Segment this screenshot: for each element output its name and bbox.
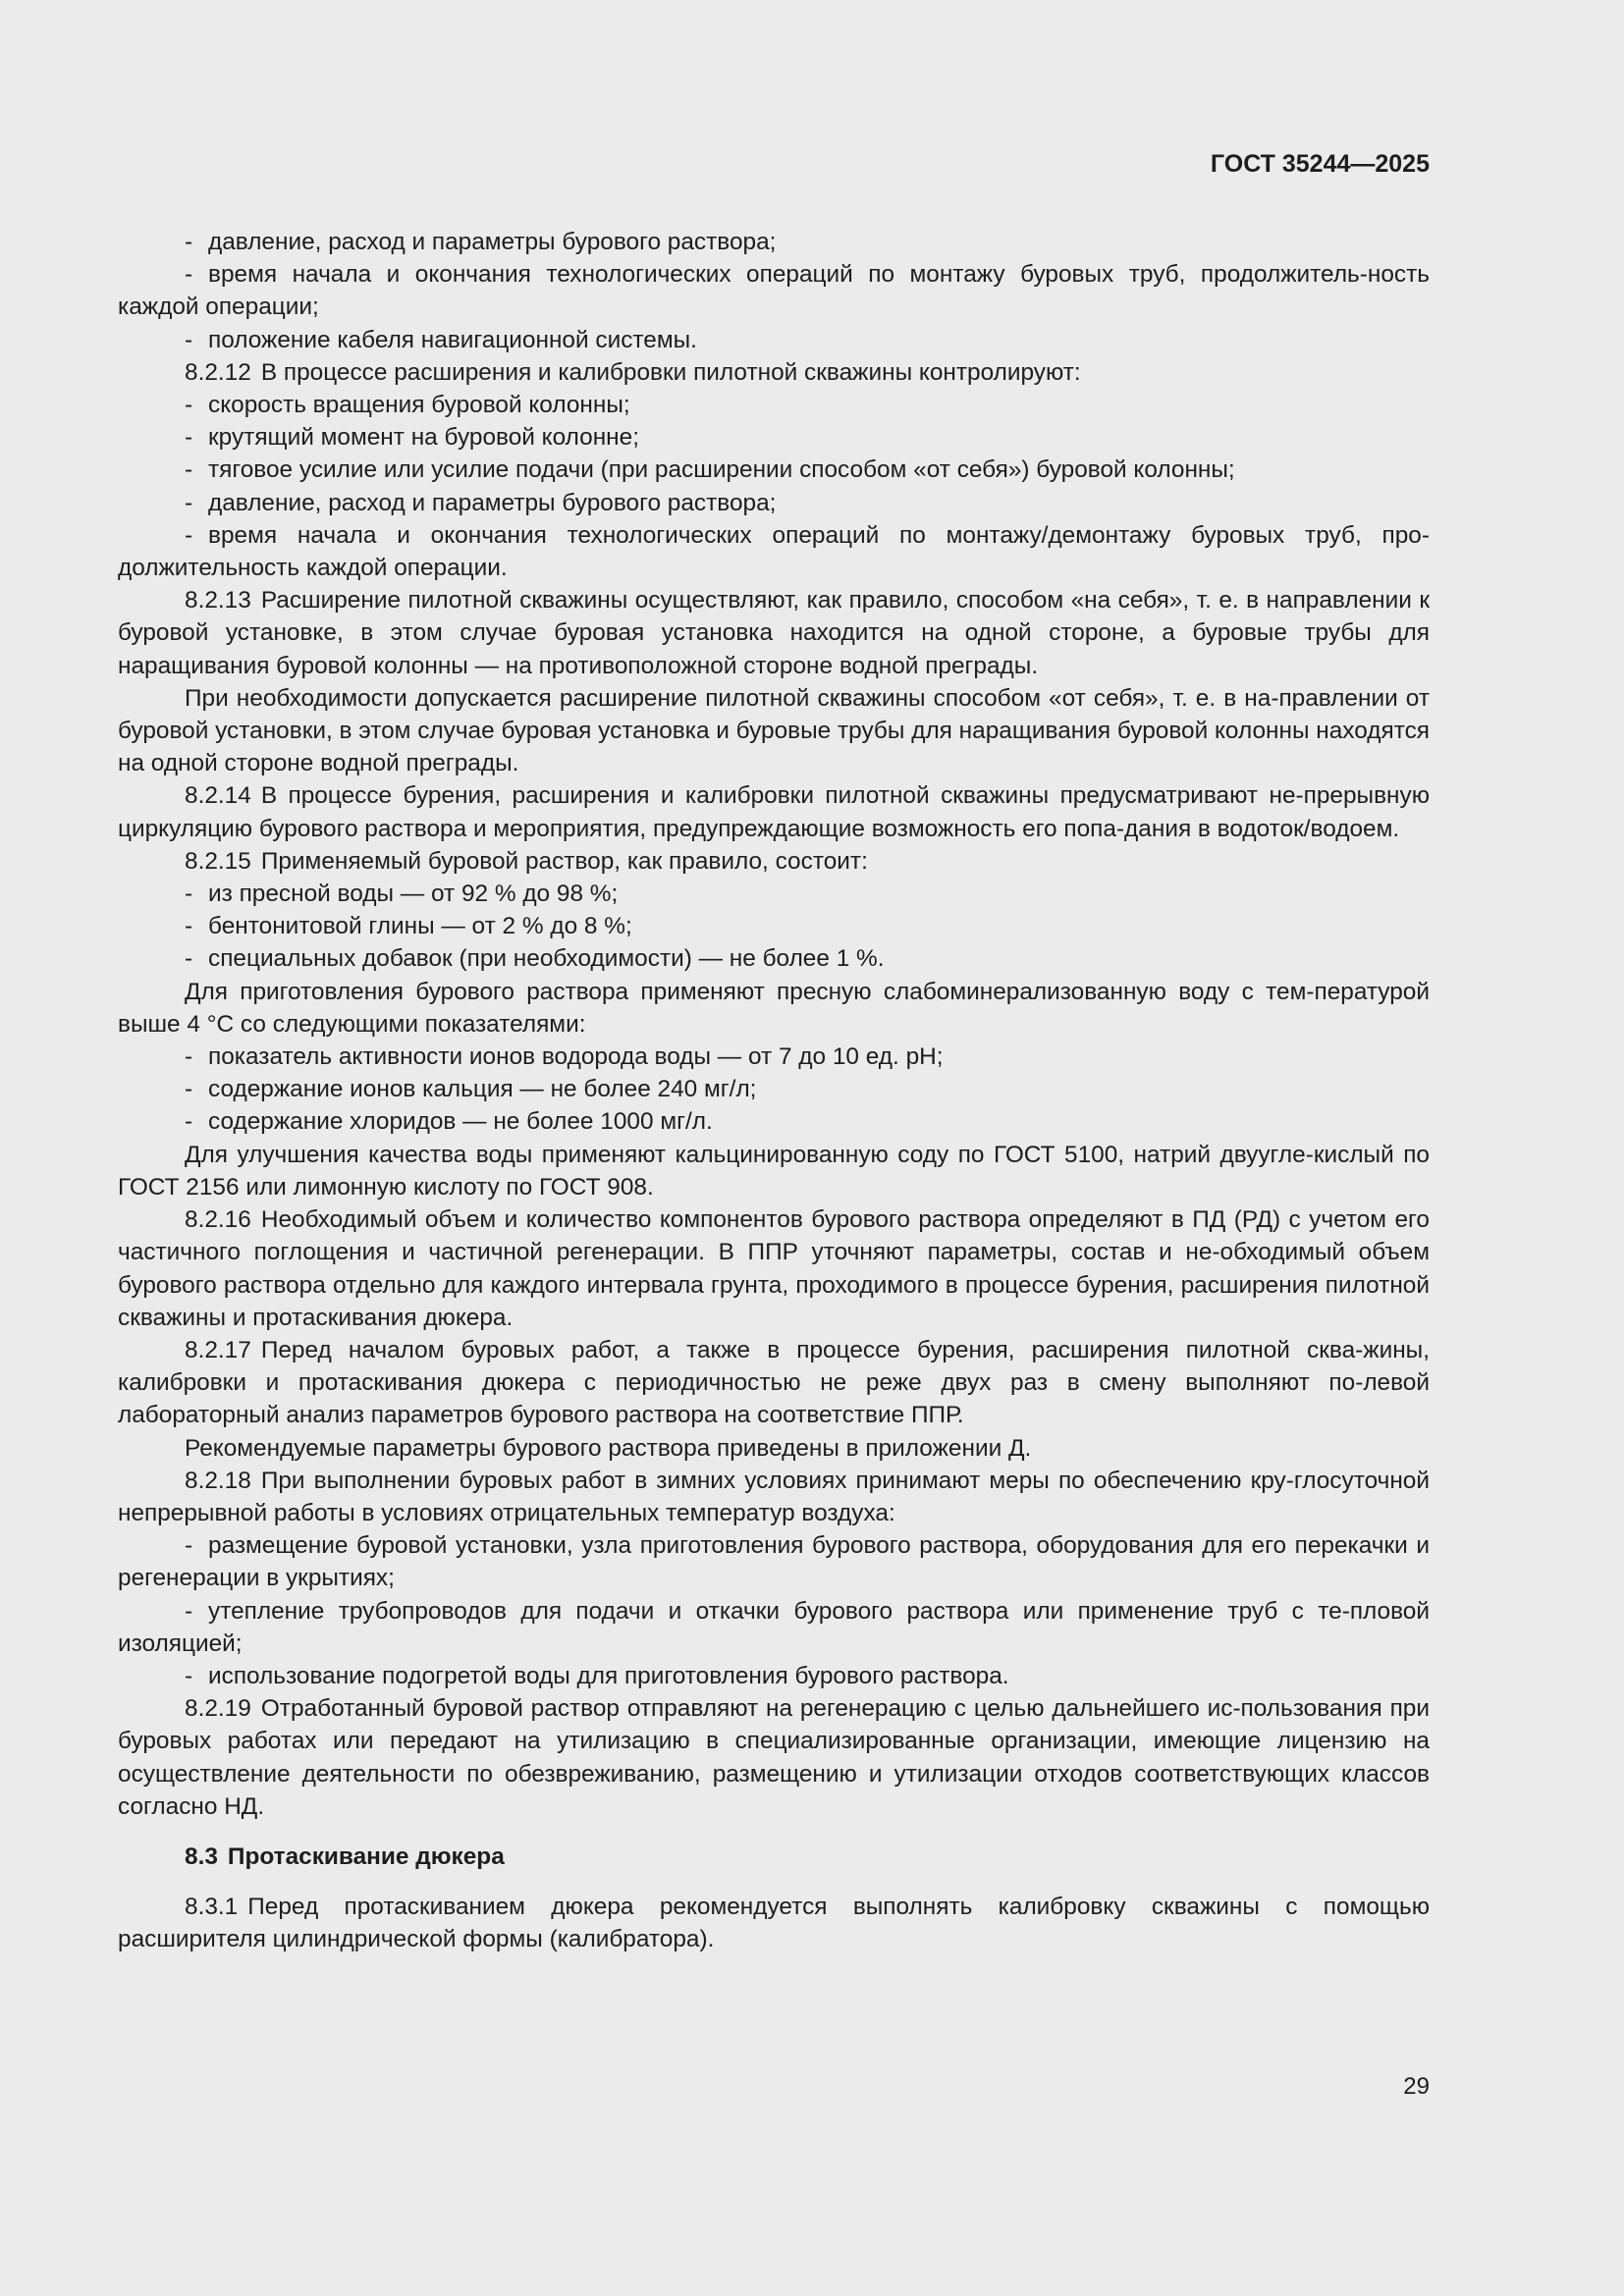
list-item: - положение кабеля навигационной системы. bbox=[185, 326, 697, 353]
list-item: - содержание хлоридов — не более 1000 мг/л. bbox=[185, 1108, 713, 1136]
clause-8-2-12: 8.2.12 В процессе расширения и калибровки пилотной скважины контролируют: bbox=[185, 358, 1081, 386]
list-item: - специальных добавок (при необходимости) — не более 1 %. bbox=[185, 945, 885, 973]
clause-8-2-15: 8.2.15 Применяемый буровой раствор, как правило, состоит: bbox=[185, 847, 868, 875]
list-item: - из пресной воды — от 92 % до 98 %; bbox=[185, 881, 619, 908]
clause-number: 8.2.17 bbox=[185, 1336, 251, 1363]
clause-8-2-13: 8.2.13 Расширение пилотной скважины осуществляют, как правило, способом «на себя», т. е. в направлении к буровой установке, в этом случае буровая установка находится на одной стороне, а буровые трубы для наращивания буровой колонны — на противоположной стороне водной преграды. bbox=[118, 587, 1430, 679]
clause-number: 8.2.15 bbox=[185, 847, 251, 875]
list-item: - время начала и окончания технологических операций по монтажу буровых труб, продолжитель-ность каждой операции; bbox=[118, 261, 1430, 321]
document-body bbox=[118, 226, 1430, 1956]
paragraph: Для улучшения качества воды применяют кальцинированную соду по ГОСТ 5100, натрий двуугле-кислый по ГОСТ 2156 или лимонную кислоту по ГОСТ 908. bbox=[118, 1141, 1430, 1201]
clause-8-2-16: 8.2.16 Необходимый объем и количество компонентов бурового раствора определяют в ПД (РД) с учетом его частичного поглощения и частичной регенерации. В ППР уточняют параметры, состав и не-обходимый объем бурового раствора отдельно для каждого интервала грунта, проходимого в процессе бурения, расширения пилотной скважины и протаскивания дюкера. bbox=[118, 1206, 1430, 1331]
list-item: - показатель активности ионов водорода воды — от 7 до 10 ед. pH; bbox=[185, 1043, 944, 1071]
clause-8-2-17: 8.2.17 Перед началом буровых работ, а также в процессе бурения, расширения пилотной сква-жины, калибровки и протаскивания дюкера с периодичностью не реже двух раз в смену выполняют по-левой лабораторный анализ параметров бурового раствора на соответствие ППР. bbox=[118, 1336, 1430, 1429]
clause-number: 8.2.12 bbox=[185, 358, 251, 386]
list-item: - утепление трубопроводов для подачи и откачки бурового раствора или применение труб с те-пловой изоляцией; bbox=[118, 1597, 1430, 1657]
list-item: - содержание ионов кальция — не более 240 мг/л; bbox=[185, 1076, 757, 1103]
list-item: - время начала и окончания технологических операций по монтажу/демонтажу буровых труб, про-должительность каждой операции. bbox=[118, 521, 1430, 582]
list-item: - бентонитовой глины — от 2 % до 8 %; bbox=[185, 913, 632, 940]
list-item: - размещение буровой установки, узла приготовления бурового раствора, оборудования для его перекачки и регенерации в укрытиях; bbox=[118, 1532, 1430, 1592]
list-item: - давление, расход и параметры бурового раствора; bbox=[185, 489, 777, 516]
clause-number: 8.3.1 bbox=[185, 1894, 239, 1921]
section-heading-8-3: 8.3 Протаскивание дюкера bbox=[185, 1842, 505, 1870]
clause-8-2-19: 8.2.19 Отработанный буровой раствор отправляют на регенерацию с целью дальнейшего ис-пользования при буровых работах или передают на утилизацию в специализированные организации, имеющие лицензию на осуществление деятельности по обезвреживанию, размещению и утилизации отходов соответствующих классов согласно НД. bbox=[118, 1695, 1430, 1820]
clause-number: 8.2.14 bbox=[185, 782, 251, 810]
paragraph: Для приготовления бурового раствора применяют пресную слабоминерализованную воду с тем-пературой выше 4 °С со следующими показателями: bbox=[118, 978, 1430, 1038]
list-item: - давление, расход и параметры бурового раствора; bbox=[185, 229, 777, 255]
paragraph: Рекомендуемые параметры бурового раствора приведены в приложении Д. bbox=[185, 1434, 1032, 1462]
clause-8-2-14: 8.2.14 В процессе бурения, расширения и калибровки пилотной скважины предусматривают не-прерывную циркуляцию бурового раствора и мероприятия, предупреждающие возможность его попа-дания в водоток/водоем. bbox=[118, 782, 1430, 842]
clause-number: 8.2.13 bbox=[185, 587, 251, 614]
section-number: 8.3 bbox=[185, 1842, 218, 1870]
clause-8-3-1: 8.3.1 Перед протаскиванием дюкера рекомендуется выполнять калибровку скважины с помощью расширителя цилиндрической формы (калибратора). bbox=[118, 1894, 1430, 1953]
page-number: 29 bbox=[1403, 2073, 1430, 2100]
clause-number: 8.2.19 bbox=[185, 1695, 251, 1723]
list-item: - крутящий момент на буровой колонне; bbox=[185, 424, 639, 452]
clause-8-2-18: 8.2.18 При выполнении буровых работ в зимних условиях принимают меры по обеспечению кру-глосуточной непрерывной работы в условиях отрицательных температур воздуха: bbox=[118, 1467, 1430, 1526]
clause-number: 8.2.18 bbox=[185, 1467, 251, 1494]
document-header: ГОСТ 35244—2025 bbox=[1210, 150, 1430, 178]
list-item: - скорость вращения буровой колонны; bbox=[185, 392, 630, 419]
list-item: - использование подогретой воды для приготовления бурового раствора. bbox=[185, 1662, 1009, 1689]
clause-number: 8.2.16 bbox=[185, 1206, 251, 1234]
list-item: - тяговое усилие или усилие подачи (при расширении способом «от себя») буровой колонны; bbox=[185, 456, 1235, 484]
paragraph: При необходимости допускается расширение пилотной скважины способом «от себя», т. е. в на-правлении от буровой установки, в этом случае буровая установка и буровые трубы для наращивания буровой колонны находятся на одной стороне водной преграды. bbox=[118, 684, 1430, 777]
